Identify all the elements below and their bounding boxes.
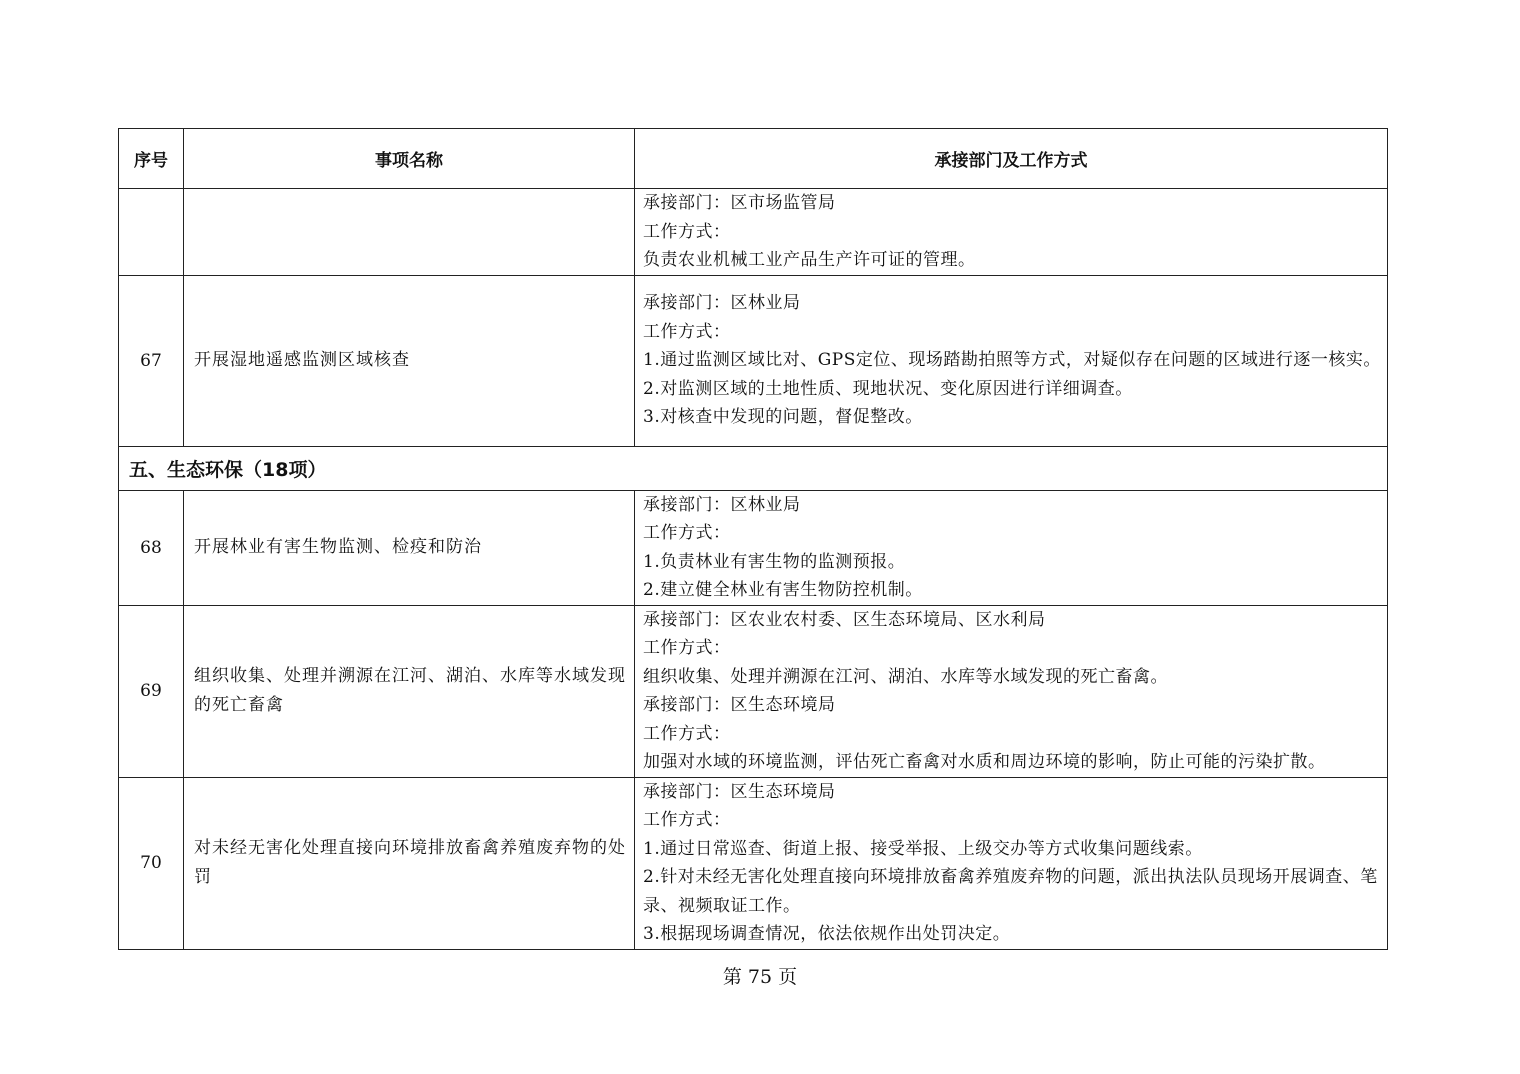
detail-line: 承接部门：区市场监管局 (643, 193, 836, 213)
row-detail (635, 605, 1388, 777)
detail-line: 承接部门：区农业农村委、区生态环境局、区水利局 (643, 609, 1046, 630)
detail-line: 组织收集、处理并溯源在江河、湖泊、水库等水域发现的死亡畜禽。 (643, 666, 1168, 687)
row-detail (635, 490, 1388, 605)
row-detail (635, 275, 1388, 446)
detail-line: 1.负责林业有害生物的监测预报。 (643, 551, 906, 572)
row-no: 70 (119, 777, 184, 949)
row-detail (635, 189, 1388, 276)
detail-line: 1.通过监测区域比对、GPS定位、现场踏勘拍照等方式，对疑似存在问题的区域进行逐一核实。 (643, 350, 1381, 371)
detail-line: 工作方式： (643, 221, 731, 242)
detail-line: 2.对监测区域的土地性质、现地状况、变化原因进行详细调查。 (643, 378, 1133, 399)
detail-line: 承接部门：区生态环境局 (643, 781, 836, 802)
detail-line: 1.通过日常巡查、街道上报、接受举报、上级交办等方式收集问题线索。 (643, 838, 1203, 859)
detail-line: 承接部门：区生态环境局 (643, 695, 836, 715)
detail-line: 3.根据现场调查情况，依法依规作出处罚决定。 (643, 924, 1011, 944)
items-table (118, 128, 1388, 950)
row-name: 对未经无害化处理直接向环境排放畜禽养殖废弃物的处罚 (184, 777, 635, 949)
header-name: 事项名称 (184, 129, 635, 189)
row-detail (635, 777, 1388, 949)
detail-line: 2.针对未经无害化处理直接向环境排放畜禽养殖废弃物的问题，派出执法队员现场开展调查、笔录、视频取证工作。 (643, 867, 1378, 916)
header-no: 序号 (119, 129, 184, 189)
detail-line: 工作方式： (643, 810, 731, 830)
row-no: 67 (119, 275, 184, 446)
section-row (119, 446, 1388, 490)
table-row (119, 490, 1388, 605)
row-no: 68 (119, 490, 184, 605)
detail-line: 负责农业机械工业产品生产许可证的管理。 (643, 250, 976, 270)
table-row (119, 275, 1388, 446)
table-header-row (119, 129, 1388, 189)
detail-line: 加强对水域的环境监测，评估死亡畜禽对水质和周边环境的影响，防止可能的污染扩散。 (643, 752, 1326, 772)
section-title: 五、生态环保（18项） (119, 446, 1388, 490)
header-detail: 承接部门及工作方式 (635, 129, 1388, 189)
table-row (119, 605, 1388, 777)
detail-line: 2.建立健全林业有害生物防控机制。 (643, 580, 923, 600)
row-name: 组织收集、处理并溯源在江河、湖泊、水库等水域发现的死亡畜禽 (184, 605, 635, 777)
row-name (184, 189, 635, 276)
detail-line: 工作方式： (643, 321, 731, 342)
row-name: 开展湿地遥感监测区域核查 (184, 275, 635, 446)
detail-line: 工作方式： (643, 638, 731, 658)
row-no (119, 189, 184, 276)
detail-line: 3.对核查中发现的问题，督促整改。 (643, 407, 923, 428)
page-number: 第 75 页 (722, 966, 798, 988)
table-row (119, 777, 1388, 949)
detail-line: 工作方式： (643, 523, 731, 543)
row-no: 69 (119, 605, 184, 777)
detail-line: 工作方式： (643, 723, 731, 744)
detail-line: 承接部门：区林业局 (643, 293, 801, 314)
table-row (119, 189, 1388, 276)
row-name: 开展林业有害生物监测、检疫和防治 (184, 490, 635, 605)
detail-line: 承接部门：区林业局 (643, 494, 801, 515)
